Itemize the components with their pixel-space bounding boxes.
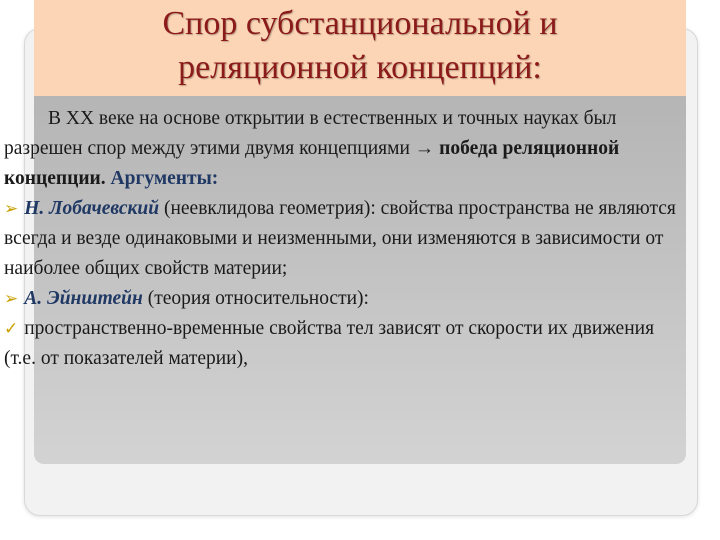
slide-title — [34, 2, 686, 90]
check-item — [4, 314, 680, 374]
bullet-author-lobachevsky: Н. Лобачевский — [24, 198, 160, 219]
arrow-bullet-icon: ➢ — [4, 289, 19, 308]
arguments-label: Аргументы: — [110, 168, 219, 189]
intro-text: В XX веке на основе открытии в естественных и точных науках был разрешен спор между этими двумя концепциями — [4, 108, 617, 159]
title-line-2: реляционной концепций: — [178, 49, 542, 86]
arrow-bullet-icon: ➢ — [4, 199, 19, 218]
slide-body — [4, 104, 680, 374]
title-line-1: Спор субстанциональной и — [162, 5, 558, 42]
check-item-text: пространственно-временные свойства тел зависят от скорости их движения (т.е. от показателей материи), — [4, 318, 655, 369]
paragraph-intro — [4, 104, 680, 194]
checkmark-icon: ✓ — [4, 319, 19, 338]
bullet-text-einstein: (теория относительности): — [142, 288, 369, 309]
bullet-text-lobachevsky: (неевклидова геометрия): свойства пространства не являются всегда и везде одинаковыми и неизменными, они изменяются в зависимости от наиболее общих свойств материи; — [4, 198, 676, 279]
bullet-einstein — [4, 284, 680, 314]
bullet-author-einstein: А. Эйнштейн — [24, 288, 143, 309]
intro-arrow-text: → победа реляционной концепции. — [4, 138, 620, 189]
bullet-lobachevsky — [4, 194, 680, 284]
